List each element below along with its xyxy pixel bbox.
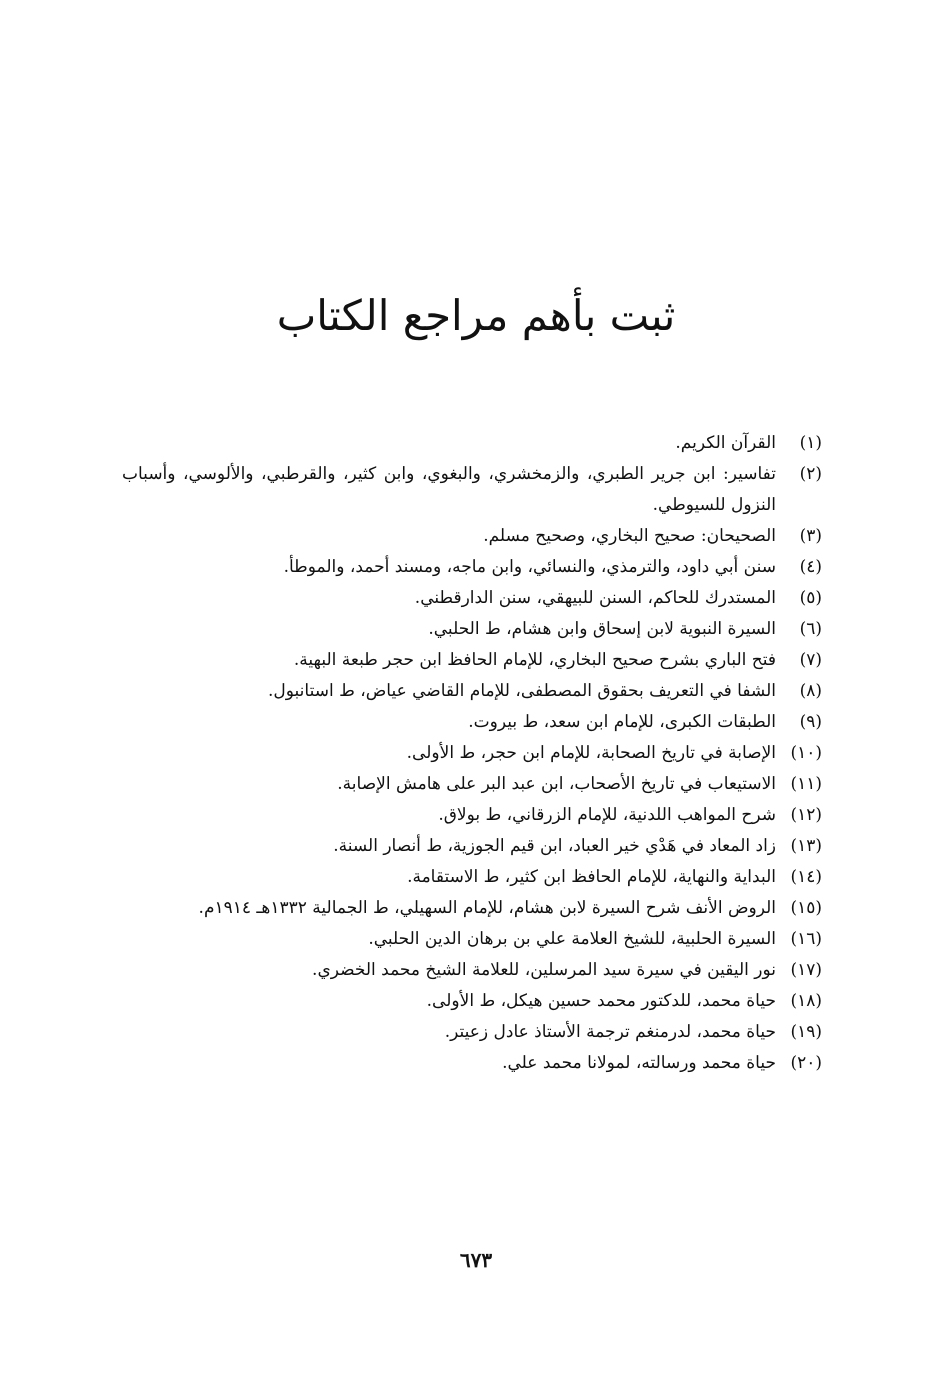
reference-item [122, 955, 822, 986]
reference-list [122, 428, 822, 1079]
reference-number: (١٥) [790, 898, 822, 918]
reference-text: الطبقات الكبرى، للإمام ابن سعد، ط بيروت. [468, 712, 776, 732]
reference-number: (٢٠) [790, 1053, 822, 1073]
reference-number: (١٤) [790, 867, 822, 887]
reference-item [122, 459, 822, 521]
reference-text: البداية والنهاية، للإمام الحافظ ابن كثير، ط الاستقامة. [407, 867, 776, 887]
reference-text: الاستيعاب في تاريخ الأصحاب، ابن عبد البر على هامش الإصابة. [337, 774, 776, 794]
reference-item [122, 769, 822, 800]
reference-number: (١١) [790, 774, 822, 794]
reference-number: (١٠) [790, 743, 822, 763]
reference-item [122, 738, 822, 769]
reference-number: (٩) [799, 712, 822, 732]
reference-item [122, 614, 822, 645]
reference-item [122, 1048, 822, 1079]
page-title: ثبت بأهم مراجع الكتاب [276, 291, 676, 341]
reference-item [122, 1017, 822, 1048]
reference-number: (٣) [799, 526, 822, 546]
reference-item [122, 924, 822, 955]
reference-text: نور اليقين في سيرة سيد المرسلين، للعلامة الشيخ محمد الخضري. [312, 960, 776, 980]
reference-number: (٧) [799, 650, 822, 670]
reference-item [122, 428, 822, 459]
reference-text: الصحيحان: صحيح البخاري، وصحيح مسلم. [483, 526, 776, 546]
reference-text: حياة محمد، للدكتور محمد حسين هيكل، ط الأولى. [426, 991, 776, 1011]
reference-text: حياة محمد، لدرمنغم ترجمة الأستاذ عادل زعيتر. [444, 1022, 776, 1042]
reference-number: (٢) [799, 464, 822, 484]
reference-number: (١٩) [790, 1022, 822, 1042]
reference-item [122, 707, 822, 738]
reference-number: (١٦) [790, 929, 822, 949]
reference-text: المستدرك للحاكم، السنن للبيهقي، سنن الدارقطني. [414, 588, 776, 608]
reference-text: الروض الأنف شرح السيرة لابن هشام، للإمام السهيلي، ط الجمالية ١٣٣٢هـ ١٩١٤م. [198, 898, 776, 918]
reference-number: (١٣) [790, 836, 822, 856]
reference-item [122, 831, 822, 862]
reference-number: (١٨) [790, 991, 822, 1011]
reference-item [122, 893, 822, 924]
reference-text: فتح الباري بشرح صحيح البخاري، للإمام الحافظ ابن حجر طبعة البهية. [293, 650, 776, 670]
reference-text: شرح المواهب اللدنية، للإمام الزرقاني، ط بولاق. [438, 805, 776, 825]
reference-number: (٦) [799, 619, 822, 639]
reference-text: القرآن الكريم. [675, 433, 776, 453]
reference-text: السيرة الحلبية، للشيخ العلامة علي بن برهان الدين الحلبي. [368, 929, 776, 949]
reference-text: زاد المعاد في هَدْي خير العباد، ابن قيم الجوزية، ط أنصار السنة. [333, 836, 776, 856]
reference-number: (٥) [799, 588, 822, 608]
reference-item [122, 583, 822, 614]
reference-item [122, 862, 822, 893]
reference-text: السيرة النبوية لابن إسحاق وابن هشام، ط الحلبي. [428, 619, 776, 639]
reference-text: حياة محمد ورسالته، لمولانا محمد علي. [502, 1053, 776, 1073]
reference-text: سنن أبي داود، والترمذي، والنسائي، وابن ماجه، ومسند أحمد، والموطأ. [283, 557, 776, 577]
reference-item [122, 521, 822, 552]
reference-number: (١٧) [790, 960, 822, 980]
reference-item [122, 645, 822, 676]
reference-number: (١) [799, 433, 822, 453]
reference-text: تفاسير: ابن جرير الطبري، والزمخشري، والبغوي، وابن كثير، والقرطبي، والألوسي، وأسباب النزول للسيوطي. [122, 464, 776, 515]
reference-item [122, 986, 822, 1017]
page-number: ٦٧٣ [459, 1248, 493, 1272]
reference-text: الشفا في التعريف بحقوق المصطفى، للإمام القاضي عياض، ط استانبول. [268, 681, 776, 701]
reference-number: (١٢) [790, 805, 822, 825]
reference-number: (٨) [799, 681, 822, 701]
reference-item [122, 676, 822, 707]
reference-text: الإصابة في تاريخ الصحابة، للإمام ابن حجر، ط الأولى. [406, 743, 776, 763]
reference-item [122, 800, 822, 831]
reference-item [122, 552, 822, 583]
reference-number: (٤) [799, 557, 822, 577]
